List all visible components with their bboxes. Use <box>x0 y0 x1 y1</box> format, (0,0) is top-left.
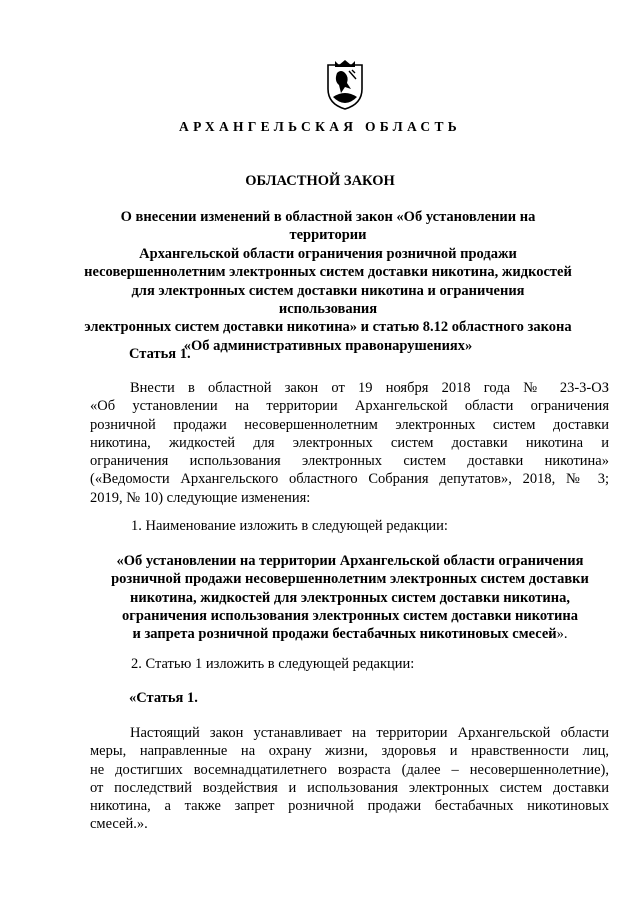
quote-line: никотина, жидкостей для электронных систем доставки никотина, <box>130 589 570 606</box>
paragraph-line: смесей.». <box>90 816 148 833</box>
paragraph-line: («Ведомости Архангельского областного Собрания депутатов», 2018, № 3; <box>90 471 609 488</box>
quote-line: «Об установлении на территории Архангельской области ограничения <box>116 553 584 569</box>
quote-line: розничной продажи несовершеннолетним электронных систем доставки <box>111 571 589 588</box>
paragraph-line: меры, направленные на охрану жизни, здоровья и нравственности лиц, <box>90 743 609 760</box>
paragraph-line: никотина, жидкостей для электронных систем доставки никотина и <box>90 434 609 451</box>
paragraph-line: розничной продажи несовершеннолетним электронных систем доставки <box>90 416 609 433</box>
quote-line: ограничения использования электронных систем доставки никотина <box>121 607 579 624</box>
paragraph-line: никотина, а также запрет розничной продажи бестабачных никотиновых <box>90 798 609 815</box>
paragraph-line: Внести в областной закон от 19 ноября 2018 года № 23-3-ОЗ <box>130 380 609 396</box>
title-line: для электронных систем доставки никотина и ограничения использования <box>131 282 525 318</box>
item-1: 1. Наименование изложить в следующей редакции: <box>131 518 448 534</box>
title-line: несовершеннолетним электронных систем доставки никотина, жидкостей <box>84 264 572 281</box>
quote-line <box>100 625 600 643</box>
article-1-intro <box>90 379 609 507</box>
paragraph-line: от последствий воздействия и использования электронных систем доставки <box>90 779 609 796</box>
title-line: Архангельской области ограничения розничной продажи <box>139 245 517 262</box>
article-1-body <box>90 724 609 834</box>
new-title-quote <box>100 552 600 643</box>
paragraph-line: 2019, № 10) следующие изменения: <box>90 489 311 506</box>
item-2: 2. Статью 1 изложить в следующей редакции: <box>131 656 415 672</box>
quote-text: и запрета розничной продажи бестабачных никотиновых смесей <box>132 626 557 643</box>
region-name: АРХАНГЕЛЬСКАЯ ОБЛАСТЬ <box>179 119 461 134</box>
quote-closing: ». <box>556 626 568 643</box>
paragraph-line: Настоящий закон устанавливает на территории Архангельской области <box>130 725 609 741</box>
title-line: «Об административных правонарушениях» <box>183 337 473 354</box>
paragraph-line: «Об установлении на территории Архангельской области ограничения <box>90 398 609 415</box>
sub-article-heading: «Статья 1. <box>129 690 198 706</box>
coat-of-arms-icon <box>325 59 365 111</box>
paragraph-line: ограничения использования электронных систем доставки никотина» <box>90 453 609 470</box>
law-title <box>84 208 572 355</box>
law-type-heading: ОБЛАСТНОЙ ЗАКОН <box>245 173 395 189</box>
article-1-heading: Статья 1. <box>129 346 191 362</box>
title-line: О внесении изменений в областной закон «Об установлении на территории <box>120 209 536 244</box>
paragraph-line: не достигших восемнадцатилетнего возраста (далее – несовершеннолетние), <box>90 761 609 778</box>
title-line: электронных систем доставки никотина» и статью 8.12 областного закона <box>84 319 572 336</box>
